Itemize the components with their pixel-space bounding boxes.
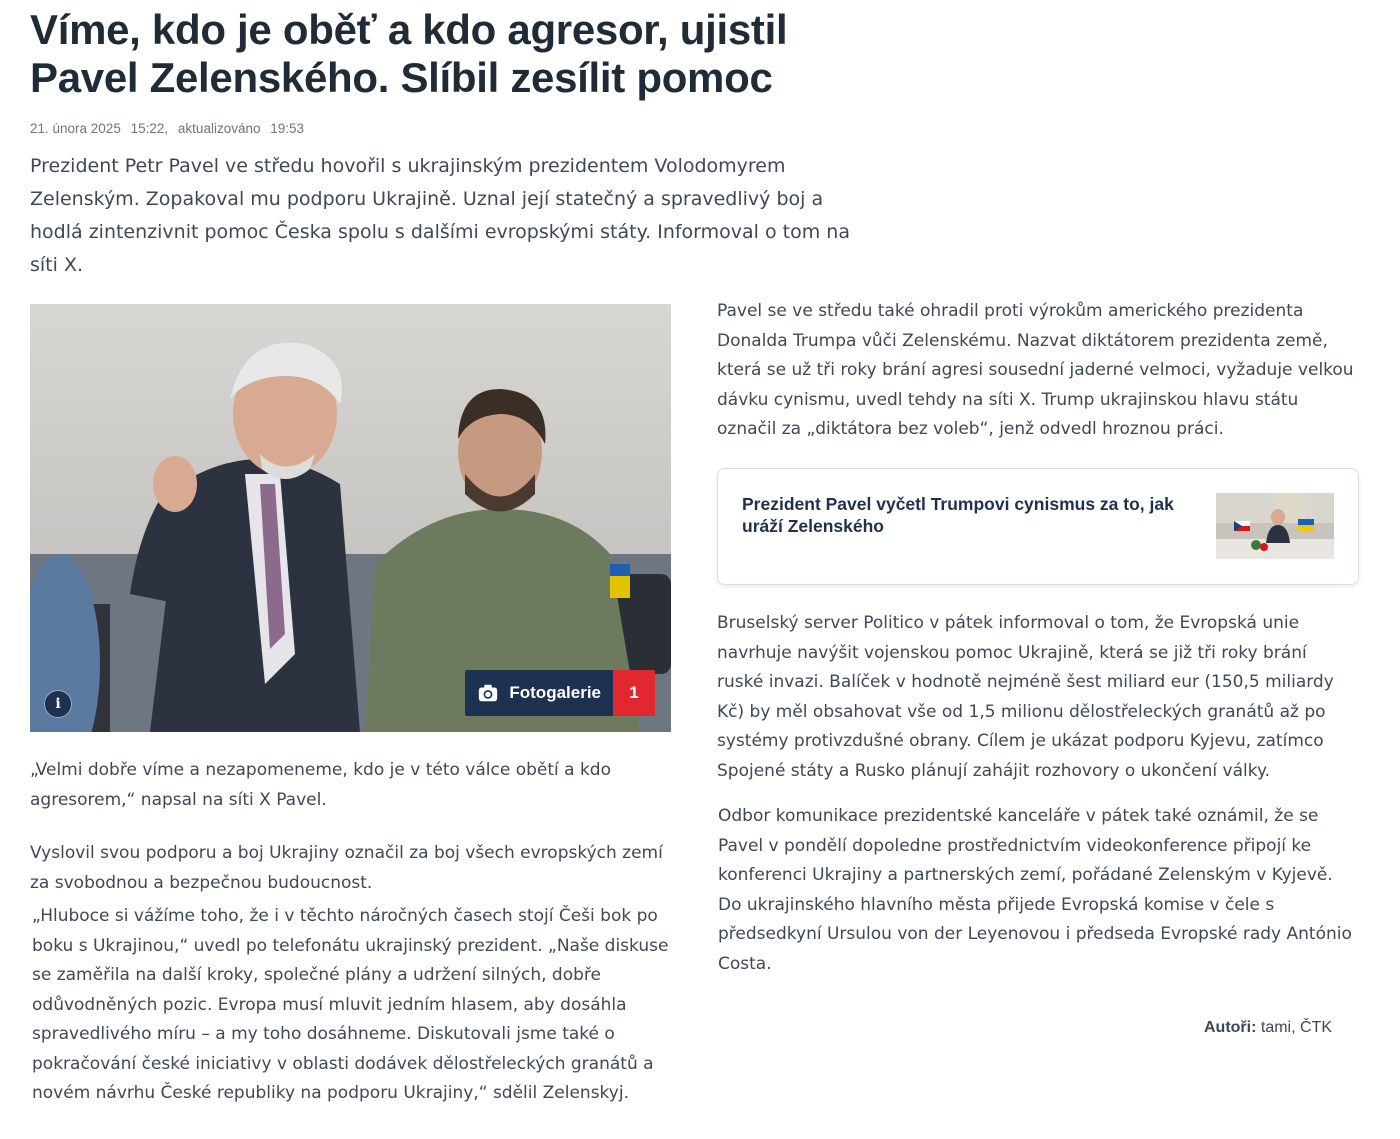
article-title: Víme, kdo je oběť a kdo agresor, ujistil Pavel Zelenského. Slíbil zesílit pomoc [30, 6, 788, 101]
photo-info-button[interactable] [44, 690, 72, 718]
related-article-card[interactable] [717, 468, 1359, 585]
article-meta [30, 121, 310, 136]
gallery-label: Fotogalerie [509, 683, 601, 702]
related-article-thumbnail[interactable] [1216, 493, 1334, 559]
gallery-count: 1 [613, 670, 655, 716]
article-authors [1204, 1019, 1332, 1037]
right-paragraph-2: Bruselský server Politico v pátek informoval o tom, že Evropská unie navrhuje navýšit vojenskou pomoc Ukrajině, která se již tři roky brání ruské invazi. Balíček v hodnotě nejméně šest miliard eur (150,5 miliardy Kč) by měl obsahovat vše od 1,5 milionu dělostřeleckých granátů až po systémy protivzdušné obrany. Cílem je ukázat podporu Kyjevu, zatímco Spojené státy a Rusko plánují zahájit rozhovory o ukončení války. [717, 613, 1334, 781]
right-paragraph-1: Pavel se ve středu také ohradil proti výrokům amerického prezidenta Donalda Trumpa vůči Zelenskému. Nazvat diktátorem prezidenta země, která se už tři roky brání agresi sousední jaderné velmoci, vyžaduje velkou dávku cynismu, uvedl tehdy na síti X. Trump ukrajinskou hlavu státu označil za „diktátora bez voleb“, jenž odvedl hroznou práci. [717, 301, 1354, 439]
publish-date: 21. února 2025 [30, 121, 121, 136]
main-photo[interactable] [30, 304, 671, 732]
left-paragraph-2: Vyslovil svou podporu a boj Ukrajiny označil za boj všech evropských zemí za svobodnou a bezpečnou budoucnost. [30, 843, 663, 893]
photo-gallery-button[interactable] [465, 670, 655, 716]
related-article-title[interactable]: Prezident Pavel vyčetl Trumpovi cynismus za to, jak uráží Zelenského [742, 494, 1174, 536]
authors-value[interactable]: tami, ČTK [1260, 1019, 1332, 1036]
left-paragraph-3: „Hluboce si vážíme toho, že i v těchto náročných časech stojí Češi bok po boku s Ukrajinou,“ uvedl po telefonátu ukrajinský prezident. „Naše diskuse se zaměřila na další kroky, společné plány a udržení silných, dobře odůvodněných pozic. Evropa musí mluvit jedním hlasem, aby dosáhla spravedlivého míru – a my toho dosáhneme. Diskutovali jsme také o pokračování české iniciativy v oblasti dodávek dělostřeleckých granátů a novém návrhu České republiky na podporu Ukrajiny,“ sdělil Zelenskyj. [32, 906, 669, 1103]
updated-time: 19:53 [270, 121, 305, 136]
authors-label: Autoři: [1203, 1019, 1257, 1036]
article-perex: Prezident Petr Pavel ve středu hovořil s ukrajinským prezidentem Volodomyrem Zelenským. Zopakoval mu podporu Ukrajině. Uznal její statečný a spravedlivý boj a hodlá zintenzivnit pomoc Česka spolu s dalšími evropskými státy. Informoval o tom na síti X. [30, 155, 850, 276]
updated-label: aktualizováno [177, 121, 261, 136]
photo-illustration [30, 304, 671, 732]
info-icon: i [55, 696, 61, 712]
publish-time: 15:22, [130, 121, 169, 136]
left-paragraph-1: „Velmi dobře víme a nezapomeneme, kdo je v této válce obětí a kdo agresorem,“ napsal na síti X Pavel. [30, 760, 611, 810]
right-paragraph-3: Odbor komunikace prezidentské kanceláře v pátek také oznámil, že se Pavel v pondělí dopoledne prostřednictvím videokonference připojí ke konferenci Ukrajiny a partnerských zemí, pořádané Zelenským v Kyjevě. Do ukrajinského hlavního města přijede Evropská komise v čele s předsedkyní Ursulou von der Leyenovou i předseda Evropské rady António Costa. [718, 806, 1352, 974]
camera-icon [477, 682, 499, 704]
